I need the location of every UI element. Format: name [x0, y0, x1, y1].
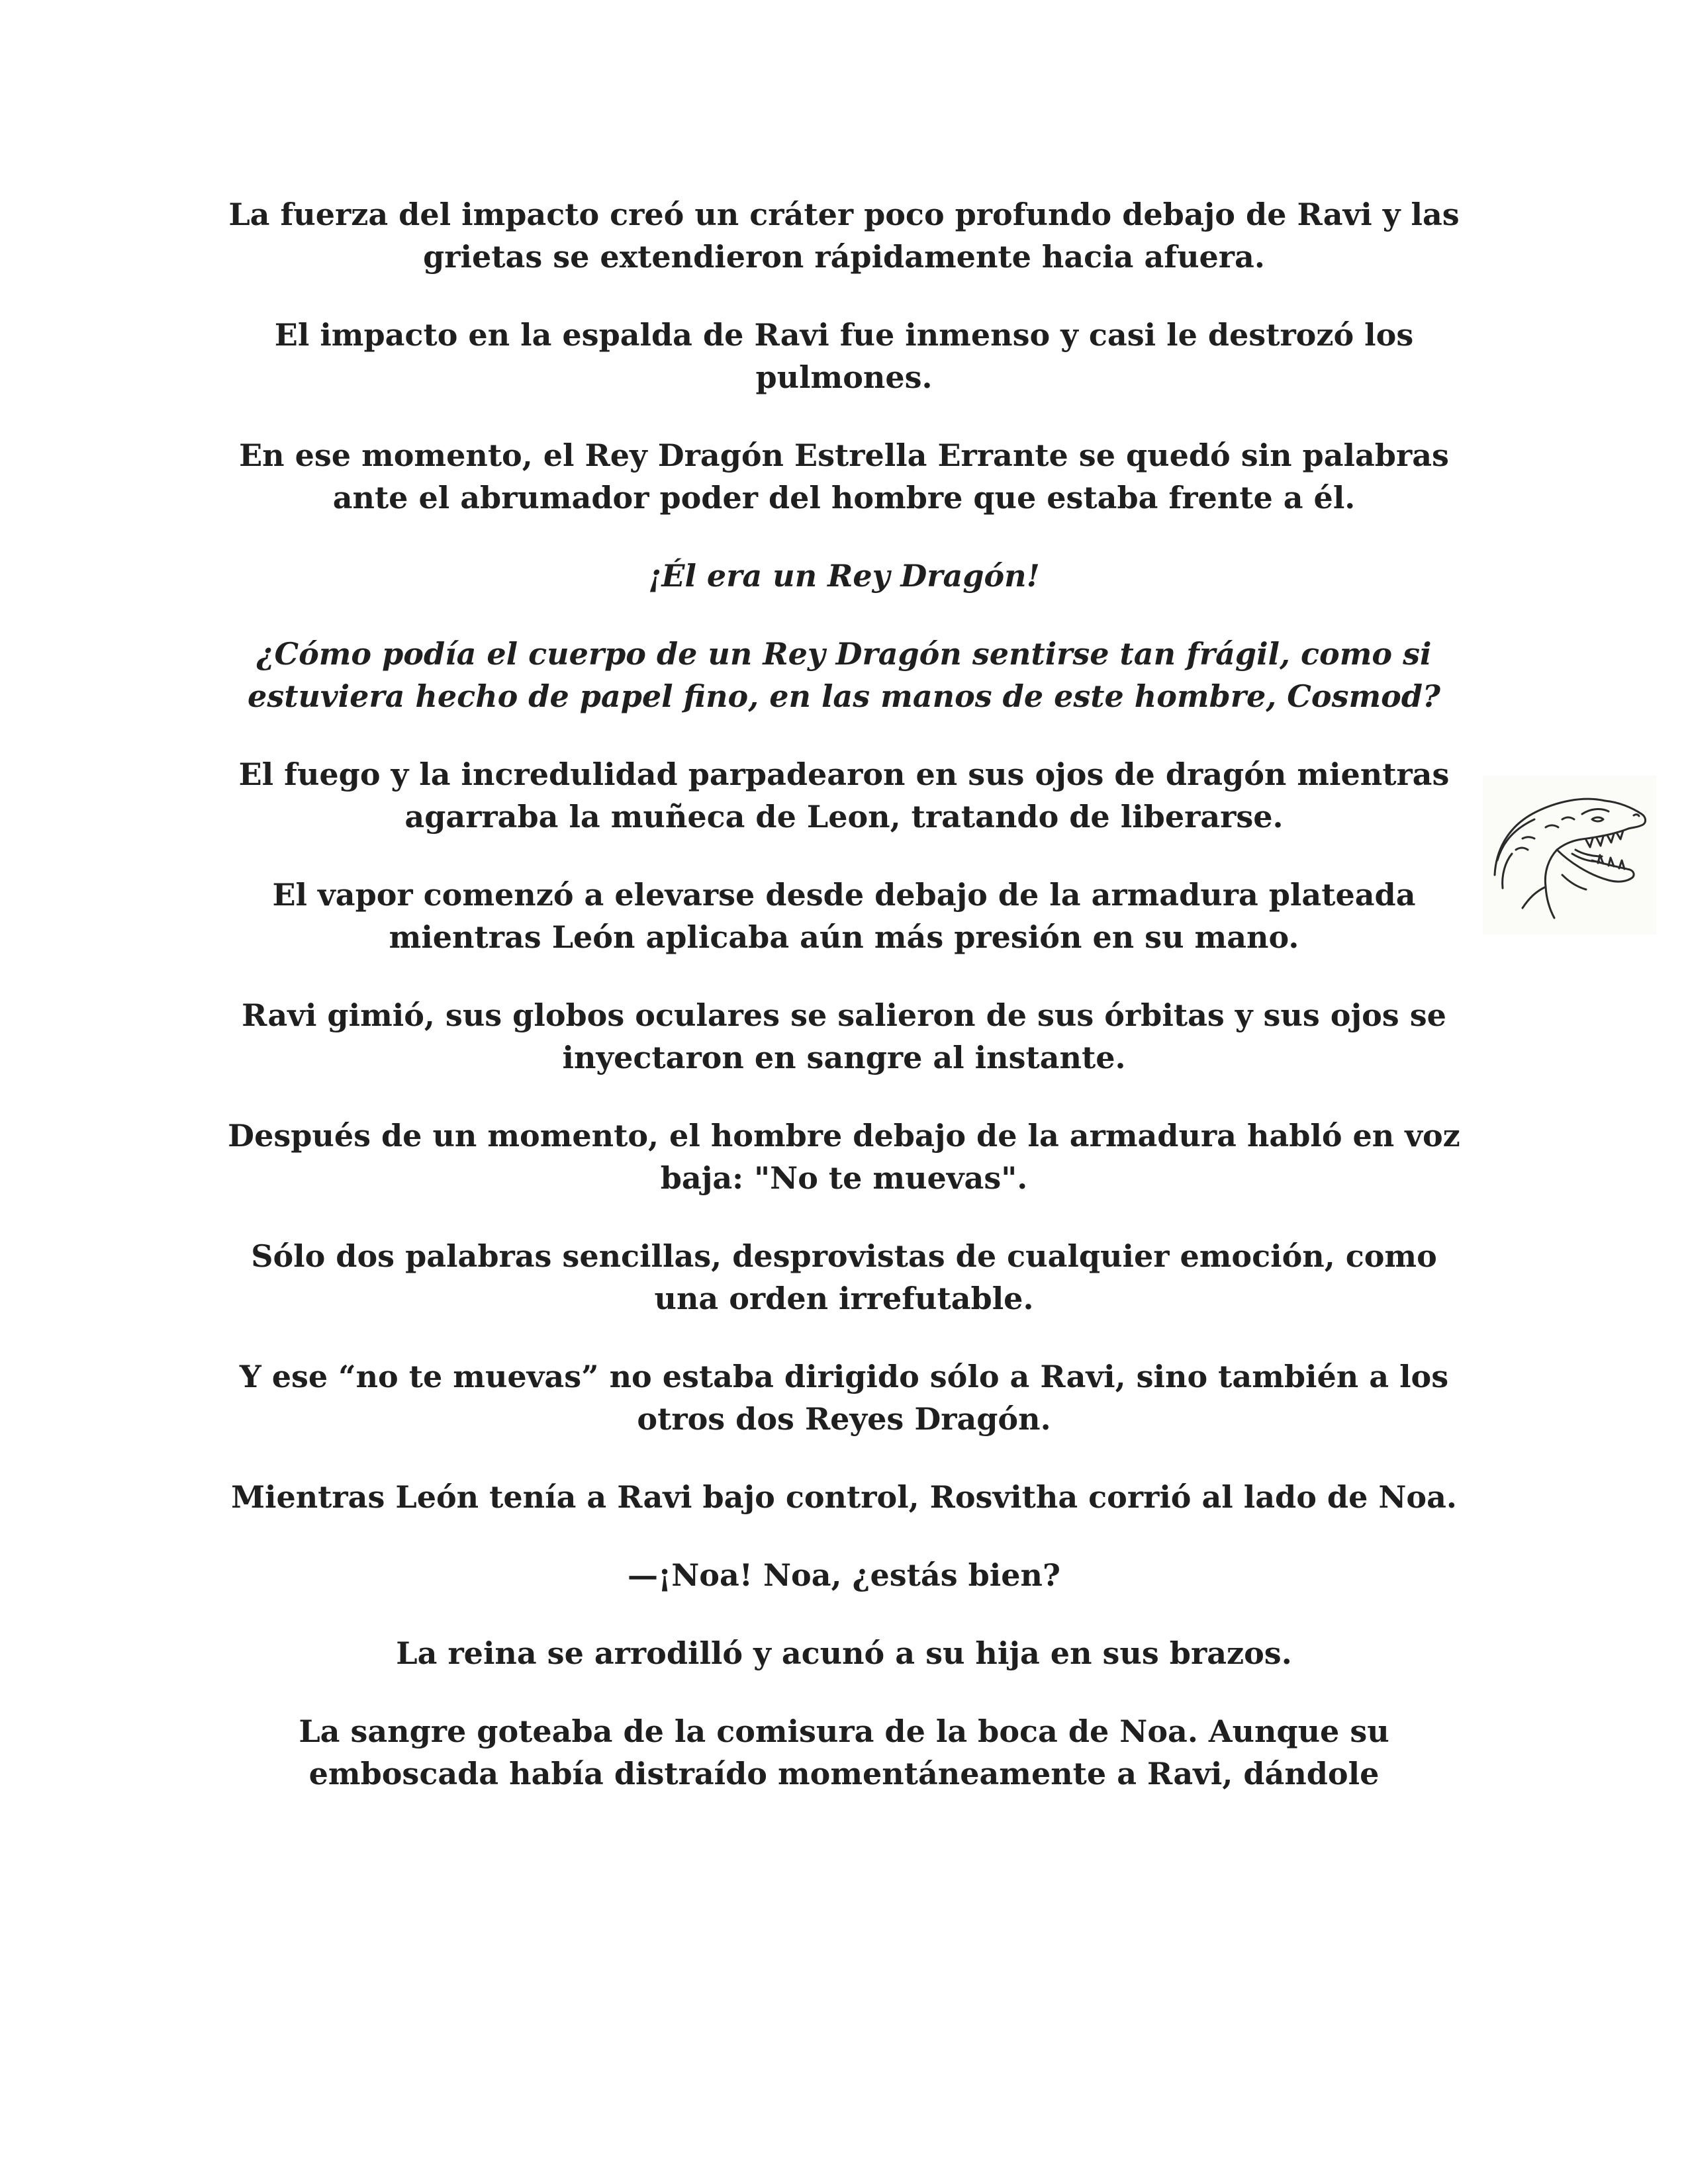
paragraph: El impacto en la espalda de Ravi fue inmenso y casi le destrozó los pulmones.: [274, 317, 1414, 395]
paragraph: El vapor comenzó a elevarse desde debajo de la armadura plateada mientras León aplicaba aún más presión en su mano.: [272, 877, 1416, 955]
paragraph: Después de un momento, el hombre debajo de la armadura habló en voz baja: "No te muevas".: [228, 1118, 1460, 1196]
paragraph: La sangre goteaba de la comisura de la boca de Noa. Aunque su emboscada había distraído momentáneamente a Ravi, dándole: [299, 1713, 1389, 1792]
body-text: [225, 193, 1463, 1831]
paragraph: En ese momento, el Rey Dragón Estrella Errante se quedó sin palabras ante el abrumador poder del hombre que estaba frente a él.: [239, 437, 1449, 516]
dragon-head-sketch-icon: [1483, 776, 1656, 934]
paragraph: Ravi gimió, sus globos oculares se salieron de sus órbitas y sus ojos se inyectaron en sangre al instante.: [242, 997, 1446, 1075]
paragraph: Sólo dos palabras sencillas, desprovistas de cualquier emoción, como una orden irrefutable.: [251, 1238, 1437, 1316]
paragraph: La reina se arrodilló y acunó a su hija en sus brazos.: [396, 1635, 1292, 1671]
paragraph-italic: ¿Cómo podía el cuerpo de un Rey Dragón sentirse tan frágil, como si estuviera hecho de papel fino, en las manos de este hombre, Cosmod?: [248, 636, 1440, 714]
paragraph: El fuego y la incredulidad parpadearon en sus ojos de dragón mientras agarraba la muñeca de Leon, tratando de liberarse.: [238, 756, 1450, 835]
paragraph: Mientras León tenía a Ravi bajo control, Rosvitha corrió al lado de Noa.: [231, 1479, 1457, 1515]
paragraph: La fuerza del impacto creó un cráter poco profundo debajo de Ravi y las grietas se extendieron rápidamente hacia afuera.: [228, 197, 1460, 275]
paragraph-italic: ¡Él era un Rey Dragón!: [648, 558, 1040, 594]
paragraph: —¡Noa! Noa, ¿estás bien?: [628, 1557, 1060, 1593]
paragraph: Y ese “no te muevas” no estaba dirigido sólo a Ravi, sino también a los otros dos Reyes Dragón.: [239, 1359, 1449, 1437]
